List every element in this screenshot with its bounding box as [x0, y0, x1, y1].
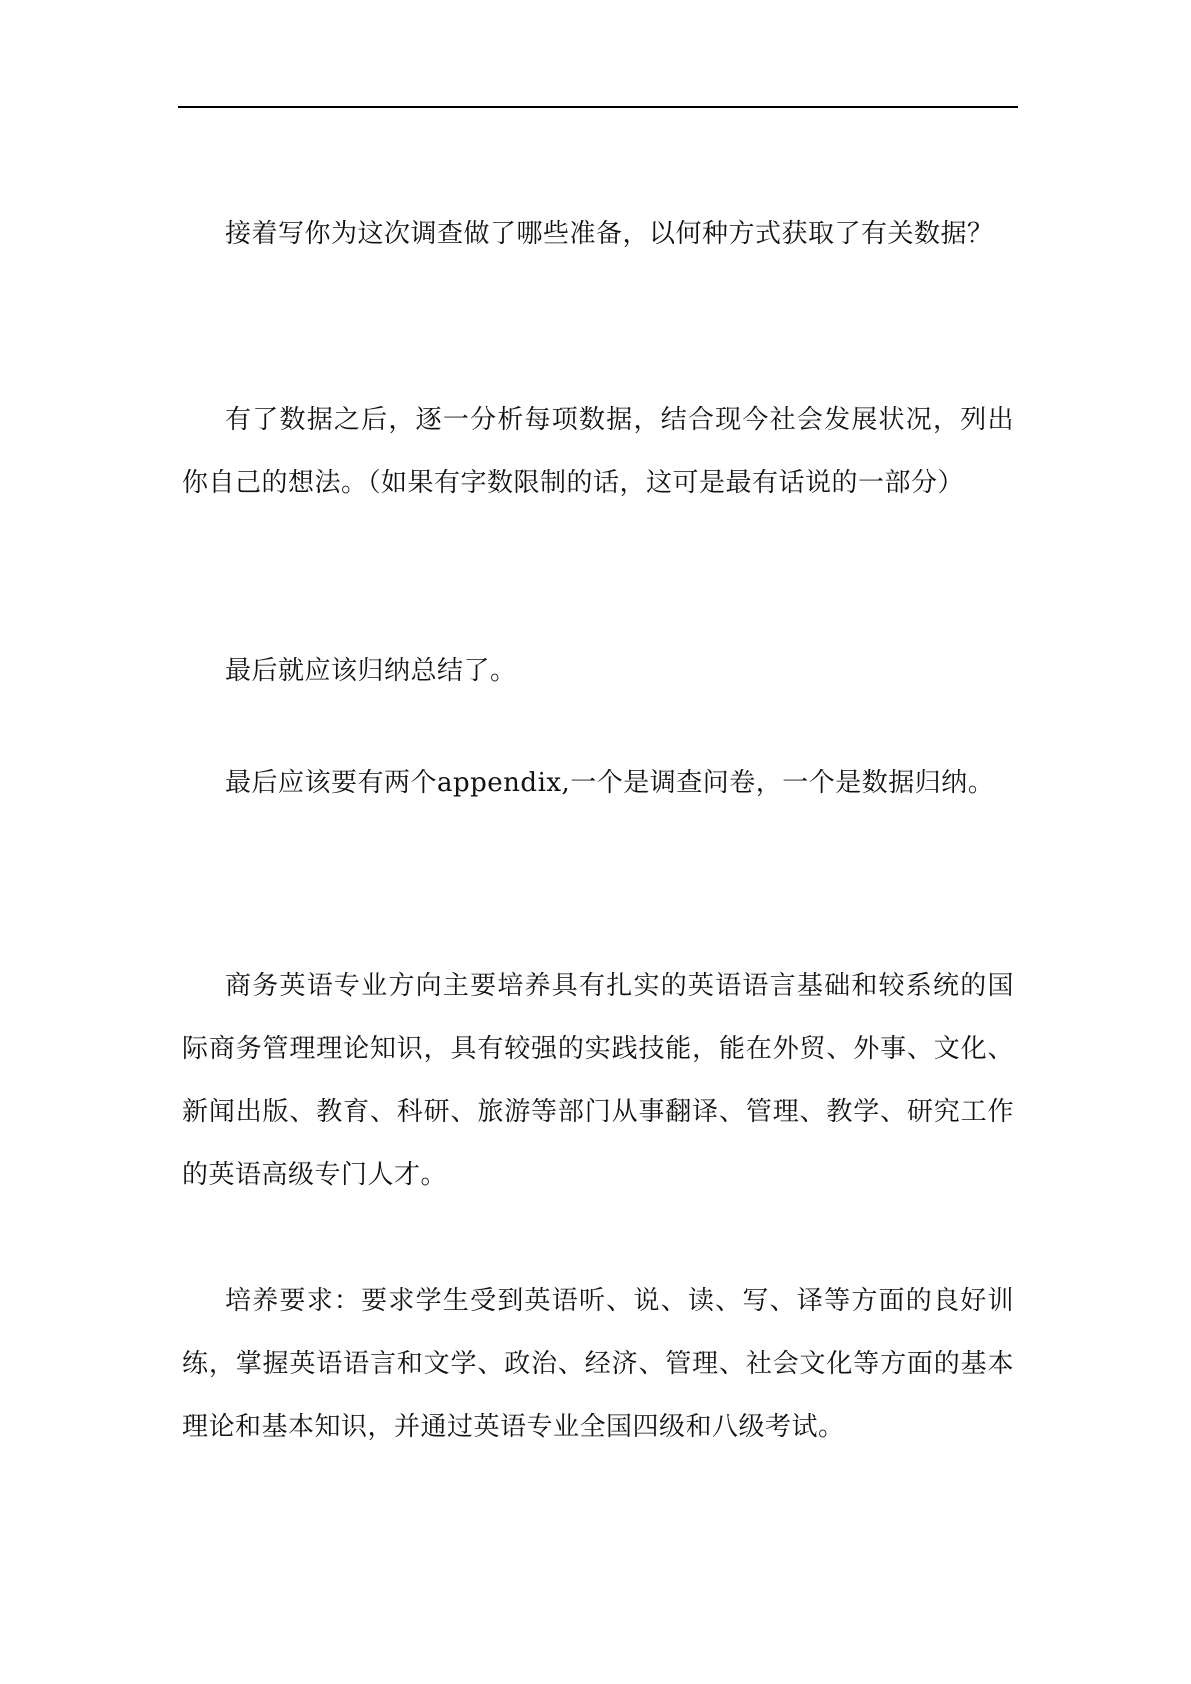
header-rule: [178, 106, 1018, 108]
paragraph-analysis: 有了数据之后，逐一分析每项数据，结合现今社会发展状况，列出你自己的想法。（如果有字数限制的话，这可是最有话说的一部分）: [182, 405, 1014, 498]
paragraph-business-english: 商务英语专业方向主要培养具有扎实的英语语言基础和较系统的国际商务管理理论知识，具有较强的实践技能，能在外贸、外事、文化、新闻出版、教育、科研、旅游等部门从事翻译、管理、教学、研究工作的英语高级专门人才。: [182, 971, 1014, 1190]
paragraph-summary: 最后就应该归纳总结了。: [225, 656, 517, 686]
paragraph-preparation: 接着写你为这次调查做了哪些准备，以何种方式获取了有关数据？: [225, 219, 994, 249]
paragraph-appendix: 最后应该要有两个appendix,一个是调查问卷，一个是数据归纳。: [225, 768, 995, 798]
paragraph-training-requirements: 培养要求：要求学生受到英语听、说、读、写、译等方面的良好训练，掌握英语语言和文学、政治、经济、管理、社会文化等方面的基本理论和基本知识，并通过英语专业全国四级和八级考试。: [182, 1286, 1014, 1442]
